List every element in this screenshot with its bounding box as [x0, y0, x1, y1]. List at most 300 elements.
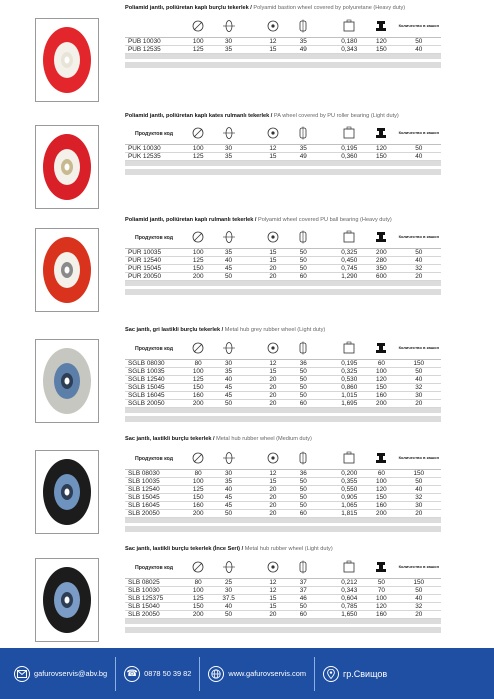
cell-product-code: SLB 16045: [125, 501, 183, 509]
table-row: [125, 37, 441, 45]
cell-hub-length: 50: [288, 485, 318, 493]
header-box-quantity: Количество в кашон: [397, 228, 441, 248]
width-icon: [222, 230, 236, 244]
cell-diameter: 125: [183, 375, 213, 383]
cell-width: 40: [213, 485, 243, 493]
cell-box-quantity: 20: [397, 509, 441, 517]
header-diameter-icon: [183, 558, 213, 578]
cell-hub-length: 50: [288, 383, 318, 391]
column-gap: [318, 256, 332, 264]
diameter-icon: [191, 126, 205, 140]
section-title: [125, 5, 405, 11]
cell-box-quantity: 50: [397, 477, 441, 485]
globe-icon: [208, 666, 224, 682]
width-icon: [222, 451, 236, 465]
cell-bore: 20: [258, 264, 288, 272]
cell-box-quantity: 50: [397, 586, 441, 594]
cell-width: 50: [213, 399, 243, 407]
spec-table: [125, 558, 441, 633]
column-gap: [318, 485, 332, 493]
column-gap: [244, 359, 258, 367]
cell-diameter: 100: [183, 367, 213, 375]
table-row: [125, 383, 441, 391]
cell-diameter: 125: [183, 152, 213, 160]
cell-product-code: SGLB 16045: [125, 391, 183, 399]
filler-cell: [125, 627, 441, 633]
width-icon: [222, 126, 236, 140]
filler-cell: [125, 416, 441, 422]
cell-width: 45: [213, 501, 243, 509]
header-bore-icon: [258, 228, 288, 248]
cell-box-quantity: 20: [397, 610, 441, 618]
phone-text: 0878 50 39 82: [144, 669, 192, 678]
cell-box-quantity: 20: [397, 399, 441, 407]
cell-bore: 12: [258, 37, 288, 45]
table-row: [125, 45, 441, 53]
column-gap: [318, 17, 332, 37]
cell-box-quantity: 150: [397, 469, 441, 477]
table-row: [125, 391, 441, 399]
load-icon: [374, 341, 388, 355]
cell-width: 35: [213, 45, 243, 53]
cell-diameter: 80: [183, 578, 213, 586]
column-gap: [244, 37, 258, 45]
cell-weight: 1,695: [332, 399, 366, 407]
table-row: [125, 509, 441, 517]
column-gap: [244, 383, 258, 391]
spec-table: [125, 228, 441, 295]
cell-bore: 12: [258, 144, 288, 152]
wheel-photo: [35, 228, 99, 312]
cell-width: 30: [213, 37, 243, 45]
column-gap: [318, 449, 332, 469]
header-bore-icon: [258, 17, 288, 37]
column-gap: [244, 391, 258, 399]
column-gap: [318, 45, 332, 53]
cell-box-quantity: 50: [397, 248, 441, 256]
cell-bore: 12: [258, 586, 288, 594]
cell-width: 37.5: [213, 594, 243, 602]
footer-divider: [115, 657, 116, 691]
cell-weight: 0,550: [332, 485, 366, 493]
diameter-icon: [191, 560, 205, 574]
cell-bore: 15: [258, 602, 288, 610]
cell-product-code: SLB 08030: [125, 469, 183, 477]
cell-bore: 20: [258, 375, 288, 383]
cell-bore: 15: [258, 45, 288, 53]
weight-icon: [342, 341, 356, 355]
phone-icon: ☎: [124, 666, 140, 682]
cell-weight: 0,450: [332, 256, 366, 264]
column-gap: [318, 509, 332, 517]
width-icon: [222, 341, 236, 355]
column-gap: [244, 264, 258, 272]
column-gap: [244, 228, 258, 248]
cell-bore: 20: [258, 493, 288, 501]
column-gap: [318, 228, 332, 248]
cell-diameter: 80: [183, 469, 213, 477]
website-text: www.gafurovservis.com: [228, 669, 306, 678]
cell-weight: 1,065: [332, 501, 366, 509]
cell-weight: 0,200: [332, 469, 366, 477]
section-title-en: Polyamid bastion wheel covered by polyuretane (Heavy duty): [251, 5, 406, 11]
cell-product-code: PUR 20050: [125, 272, 183, 280]
cell-weight: 0,905: [332, 493, 366, 501]
bore-icon: [266, 19, 280, 33]
width-icon: [222, 560, 236, 574]
column-gap: [318, 383, 332, 391]
header-hub-length-icon: [288, 449, 318, 469]
cell-load-capacity: 120: [366, 485, 396, 493]
cell-diameter: 100: [183, 248, 213, 256]
hub-length-icon: [296, 560, 310, 574]
cell-box-quantity: 50: [397, 37, 441, 45]
bore-icon: [266, 230, 280, 244]
header-hub-length-icon: [288, 17, 318, 37]
cell-weight: 0,195: [332, 144, 366, 152]
column-gap: [244, 602, 258, 610]
cell-load-capacity: 70: [366, 586, 396, 594]
cell-width: 45: [213, 264, 243, 272]
spec-table: [125, 17, 441, 68]
cell-box-quantity: 20: [397, 272, 441, 280]
cell-product-code: SGLB 12540: [125, 375, 183, 383]
header-width-icon: [213, 228, 243, 248]
load-icon: [374, 126, 388, 140]
cell-product-code: PUK 10030: [125, 144, 183, 152]
cell-product-code: SGLB 20050: [125, 399, 183, 407]
header-weight-icon: [332, 558, 366, 578]
footer-email[interactable]: [14, 666, 107, 682]
cell-box-quantity: 40: [397, 375, 441, 383]
cell-weight: 1,815: [332, 509, 366, 517]
cell-load-capacity: 120: [366, 37, 396, 45]
section-title-en: Metal hub grey rubber wheel (Light duty): [223, 327, 326, 333]
cell-diameter: 200: [183, 610, 213, 618]
cell-weight: 0,360: [332, 152, 366, 160]
cell-hub-length: 50: [288, 493, 318, 501]
bore-icon: [266, 126, 280, 140]
cell-hub-length: 50: [288, 264, 318, 272]
diameter-icon: [191, 451, 205, 465]
footer-location: [323, 666, 387, 682]
cell-bore: 20: [258, 485, 288, 493]
width-icon: [222, 19, 236, 33]
column-gap: [318, 602, 332, 610]
wheel-photo: [35, 125, 99, 209]
header-hub-length-icon: [288, 339, 318, 359]
cell-load-capacity: 200: [366, 248, 396, 256]
cell-load-capacity: 150: [366, 152, 396, 160]
cell-diameter: 200: [183, 272, 213, 280]
header-diameter-icon: [183, 339, 213, 359]
column-gap: [318, 144, 332, 152]
cell-bore: 20: [258, 391, 288, 399]
cell-hub-length: 36: [288, 359, 318, 367]
weight-icon: [342, 451, 356, 465]
cell-bore: 20: [258, 610, 288, 618]
header-hub-length-icon: [288, 558, 318, 578]
column-gap: [244, 610, 258, 618]
header-diameter-icon: [183, 449, 213, 469]
header-diameter-icon: [183, 17, 213, 37]
table-filler-row: [125, 416, 441, 422]
cell-load-capacity: 100: [366, 477, 396, 485]
cell-box-quantity: 32: [397, 602, 441, 610]
footer-divider: [314, 657, 315, 691]
wheel-photo: [35, 558, 99, 642]
cell-width: 50: [213, 610, 243, 618]
cell-load-capacity: 100: [366, 367, 396, 375]
table-row: [125, 493, 441, 501]
cell-bore: 15: [258, 594, 288, 602]
cell-bore: 20: [258, 383, 288, 391]
section-title-en: Polyamid wheel covered PU ball bearing (Heavy duty): [256, 217, 392, 223]
cell-width: 45: [213, 391, 243, 399]
load-icon: [374, 451, 388, 465]
cell-weight: 1,650: [332, 610, 366, 618]
cell-diameter: 150: [183, 383, 213, 391]
header-bore-icon: [258, 449, 288, 469]
cell-hub-length: 37: [288, 586, 318, 594]
table-row: [125, 602, 441, 610]
header-width-icon: [213, 558, 243, 578]
spec-table: [125, 124, 441, 175]
column-gap: [318, 375, 332, 383]
table-header: [125, 124, 441, 144]
cell-bore: 20: [258, 399, 288, 407]
table-row: [125, 477, 441, 485]
cell-box-quantity: 40: [397, 594, 441, 602]
column-gap: [318, 359, 332, 367]
cell-weight: 0,195: [332, 359, 366, 367]
cell-box-quantity: 40: [397, 256, 441, 264]
header-weight-icon: [332, 124, 366, 144]
hub-length-icon: [296, 19, 310, 33]
cell-hub-length: 60: [288, 272, 318, 280]
section-title: [125, 436, 312, 442]
email-icon: [14, 666, 30, 682]
wheel-image: [39, 22, 95, 98]
cell-diameter: 125: [183, 256, 213, 264]
cell-hub-length: 50: [288, 501, 318, 509]
header-hub-length-icon: [288, 228, 318, 248]
header-hub-length-icon: [288, 124, 318, 144]
cell-diameter: 100: [183, 37, 213, 45]
hub-length-icon: [296, 451, 310, 465]
header-box-quantity: Количество в кашон: [397, 339, 441, 359]
cell-width: 35: [213, 477, 243, 485]
table-row: [125, 485, 441, 493]
cell-box-quantity: 50: [397, 144, 441, 152]
cell-product-code: PUR 10035: [125, 248, 183, 256]
header-box-quantity: Количество в кашон: [397, 558, 441, 578]
filler-cell: [125, 289, 441, 295]
column-gap: [244, 124, 258, 144]
column-gap: [318, 391, 332, 399]
cell-width: 25: [213, 578, 243, 586]
header-product-code: Продуктов код: [125, 339, 183, 359]
section-title-tr: Poliamid jantlı, poliüretan kaplı rulmanlı tekerlek /: [125, 217, 257, 223]
header-load-icon: [366, 124, 396, 144]
diameter-icon: [191, 341, 205, 355]
column-gap: [244, 485, 258, 493]
table-filler-row: [125, 169, 441, 175]
cell-load-capacity: 600: [366, 272, 396, 280]
cell-load-capacity: 350: [366, 264, 396, 272]
column-gap: [244, 509, 258, 517]
hub-length-icon: [296, 126, 310, 140]
cell-hub-length: 50: [288, 367, 318, 375]
table-row: [125, 399, 441, 407]
section-title: [125, 546, 333, 552]
cell-diameter: 125: [183, 594, 213, 602]
cell-load-capacity: 200: [366, 509, 396, 517]
cell-box-quantity: 40: [397, 152, 441, 160]
header-weight-icon: [332, 228, 366, 248]
header-box-quantity: Количество в кашон: [397, 124, 441, 144]
column-gap: [318, 586, 332, 594]
cell-width: 45: [213, 493, 243, 501]
cell-weight: 0,530: [332, 375, 366, 383]
cell-box-quantity: 32: [397, 493, 441, 501]
column-gap: [318, 578, 332, 586]
table-header: [125, 339, 441, 359]
cell-weight: 0,212: [332, 578, 366, 586]
column-gap: [318, 367, 332, 375]
cell-load-capacity: 150: [366, 383, 396, 391]
column-gap: [244, 586, 258, 594]
table-row: [125, 594, 441, 602]
column-gap: [244, 367, 258, 375]
column-gap: [318, 272, 332, 280]
table-header: [125, 449, 441, 469]
contact-footer: [0, 648, 494, 699]
column-gap: [318, 339, 332, 359]
cell-diameter: 200: [183, 399, 213, 407]
column-gap: [318, 501, 332, 509]
footer-divider: [199, 657, 200, 691]
cell-bore: 20: [258, 501, 288, 509]
header-load-icon: [366, 558, 396, 578]
hub-length-icon: [296, 341, 310, 355]
cell-load-capacity: 200: [366, 399, 396, 407]
footer-phone[interactable]: [124, 666, 191, 682]
table-filler-row: [125, 62, 441, 68]
cell-hub-length: 60: [288, 610, 318, 618]
cell-bore: 15: [258, 477, 288, 485]
cell-product-code: PUK 12535: [125, 152, 183, 160]
column-gap: [318, 152, 332, 160]
section-title-tr: Poliamid jantlı, poliüretan kaplı burçlu tekerlek /: [125, 5, 252, 11]
diameter-icon: [191, 19, 205, 33]
column-gap: [318, 477, 332, 485]
table-row: [125, 256, 441, 264]
cell-product-code: SLB 125375: [125, 594, 183, 602]
cell-bore: 15: [258, 152, 288, 160]
cell-diameter: 150: [183, 264, 213, 272]
table-row: [125, 469, 441, 477]
load-icon: [374, 230, 388, 244]
cell-diameter: 160: [183, 501, 213, 509]
cell-width: 50: [213, 509, 243, 517]
cell-product-code: SLB 10035: [125, 477, 183, 485]
wheel-photo: [35, 450, 99, 534]
table-row: [125, 610, 441, 618]
column-gap: [318, 594, 332, 602]
cell-bore: 20: [258, 509, 288, 517]
table-row: [125, 501, 441, 509]
table-row: [125, 375, 441, 383]
cell-weight: 0,325: [332, 248, 366, 256]
column-gap: [318, 124, 332, 144]
cell-hub-length: 60: [288, 509, 318, 517]
cell-hub-length: 49: [288, 45, 318, 53]
column-gap: [318, 469, 332, 477]
cell-width: 50: [213, 272, 243, 280]
spec-table: [125, 339, 441, 422]
cell-width: 35: [213, 248, 243, 256]
cell-diameter: 160: [183, 391, 213, 399]
location-pin-icon: [323, 666, 339, 682]
table-row: [125, 248, 441, 256]
cell-hub-length: 35: [288, 37, 318, 45]
header-load-icon: [366, 17, 396, 37]
column-gap: [318, 248, 332, 256]
cell-box-quantity: 32: [397, 383, 441, 391]
header-width-icon: [213, 124, 243, 144]
column-gap: [318, 264, 332, 272]
cell-box-quantity: 150: [397, 359, 441, 367]
diameter-icon: [191, 230, 205, 244]
load-icon: [374, 560, 388, 574]
cell-hub-length: 50: [288, 256, 318, 264]
cell-hub-length: 36: [288, 469, 318, 477]
cell-weight: 0,745: [332, 264, 366, 272]
section-title: [125, 217, 392, 223]
cell-product-code: SGLB 08030: [125, 359, 183, 367]
cell-hub-length: 50: [288, 248, 318, 256]
table-header: [125, 228, 441, 248]
cell-width: 45: [213, 383, 243, 391]
wheel-image: [39, 562, 95, 638]
table-row: [125, 264, 441, 272]
header-bore-icon: [258, 558, 288, 578]
column-gap: [244, 449, 258, 469]
cell-weight: 0,180: [332, 37, 366, 45]
column-gap: [318, 493, 332, 501]
footer-website[interactable]: [208, 666, 306, 682]
cell-width: 30: [213, 144, 243, 152]
header-box-quantity: Количество в кашон: [397, 449, 441, 469]
cell-load-capacity: 120: [366, 602, 396, 610]
cell-width: 30: [213, 469, 243, 477]
cell-width: 35: [213, 367, 243, 375]
cell-hub-length: 60: [288, 399, 318, 407]
table-row: [125, 586, 441, 594]
cell-bore: 12: [258, 578, 288, 586]
cell-bore: 12: [258, 469, 288, 477]
column-gap: [244, 272, 258, 280]
cell-product-code: SLB 12540: [125, 485, 183, 493]
cell-bore: 15: [258, 367, 288, 375]
column-gap: [244, 558, 258, 578]
column-gap: [244, 477, 258, 485]
cell-load-capacity: 150: [366, 493, 396, 501]
spec-table: [125, 449, 441, 532]
header-bore-icon: [258, 339, 288, 359]
cell-box-quantity: 30: [397, 391, 441, 399]
